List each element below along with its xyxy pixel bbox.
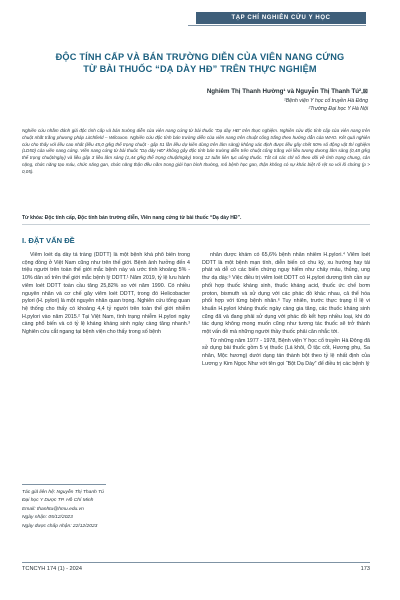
footer-rule	[22, 562, 370, 563]
page-header	[0, 0, 400, 44]
footnote-line: Tác giả liên hệ: Nguyễn Thị Thanh Tú	[22, 490, 104, 495]
footnote-line: Đại học Y Dược TP. Hồ Chí Minh	[22, 498, 94, 504]
keywords-rule	[22, 224, 370, 225]
section-heading: I. ĐẶT VẤN ĐỀ	[22, 236, 75, 245]
paragraph: Từ những năm 1977 - 1978, Bệnh viện Y học cổ truyền Hà Đông đã sử dụng bài thuốc gồm 5 vị thuốc (Lá khôi, Ô tặc cốt, Hương phụ, Sa nhân, Mộc hương) dưới dạng tán thành bột theo tỷ lệ nhất định của Lương y Kim Ngọc Như với tên gọi “Bột Dạ Dày” để điều trị các bệnh lý	[202, 337, 370, 367]
footnote-rule	[22, 484, 106, 485]
affiliation-1: ¹Bệnh viện Y học cổ truyền Hà Đông	[283, 98, 368, 104]
abstract: Nghiên cứu nhằm đánh giá độc tính cấp và bán trường diễn của viên nang cứng từ bài thuốc “Dạ dày HĐ” trên thực nghiệm. Nghiên cứu độc tính cấp của viên nang trên chuột nhắt trắng phương pháp Litchfield – Wilcoxon. Nghiên cứu độc tính bán trường diễn của viên nang trên chuột cống trắng theo hướng dẫn của WHO. Kết quả nghiên cứu cho thấy với liều cao nhất (liều 45,0 g/kg thể trọng chuột - gấp 51 lần liều dự kiến dùng trên lâm sàng) không xác định được liều gây chết 50% số động vật thí nghiệm (LD50) của viên nang cứng. Viên nang cứng từ bài thuốc “Dạ dày HĐ” không gây độc tính bán trường diễn trên chuột cống trắng với liều tương đương lâm sàng (0,48 g/kg thể trọng chuột/ngày) và liều gấp 3 liều lâm sàng (1,44 g/kg thể trọng chuột/ngày) trong 12 tuần liên tục uống thuốc. Tất cả các chỉ số theo dõi về tình trạng chung, cân nặng, chức năng tạo máu, chức năng gan, chức năng thận đều nằm trong giới hạn bình thường, mô bệnh học gan, thận không có sự khác biệt rõ rệt so với lô chứng (p > 0,05).	[22, 128, 370, 174]
article-title	[22, 52, 378, 75]
paragraph: nhân được khám có 65,6% bệnh nhân nhiễm H.pylori.⁴ Viêm loét DDTT là một bệnh mạn tính, diễn biến có chu kỳ, xu hướng hay tái phát và dễ có các biến chứng nguy hiểm như chảy máu, thủng, ung thư dạ dày.⁵ Việc điều trị viêm loét DDTT có H.pylori dương tính cần sự phối hợp thuốc kháng sinh, thuốc kháng acid, thuốc ức chế bơm proton, bismuth và sử dụng với các phác đồ khác nhau, cả thể hóa phối hợp với từng bệnh nhân.⁶ Tuy nhiên, trước thực trạng tỉ lệ vi khuẩn H.pylori kháng thuốc ngày càng gia tăng, các thuốc kháng sinh cũng đã và đang phải sử dụng với phác đồ kết hợp nhiều loại, khi đó tác dụng không mong muốn cũng như tương tác thuốc sẽ trở thành một vấn đề mà những người thầy thuốc phải cân nhắc tới.	[202, 252, 370, 336]
body-column-left	[22, 252, 190, 478]
journal-name: TẠP CHÍ NGHIÊN CỨU Y HỌC	[196, 12, 366, 24]
footnote	[22, 489, 192, 531]
keywords: Từ khóa: Độc tính cấp, Độc tính bán trường diễn, Viên nang cứng từ bài thuốc “Dạ dày HĐ”.	[22, 215, 242, 221]
affiliation-2: ²Trường Đại học Y Hà Nội	[308, 105, 368, 112]
journal-rule	[188, 25, 366, 26]
paragraph: Viêm loét dạ dày tá tràng (DDTT) là một bệnh khá phổ biến trong cộng đồng ở Việt Nam cũng như trên thế giới. Bệnh ảnh hưởng đến 4 triệu người trên toàn thế giới mắc bệnh này và ước tính khoảng 5% - 10% dân số trên thế giới mắc bệnh lý DDTT.¹ Năm 2019, tỷ lệ lưu hành viêm loét DDTT toàn cầu tăng 25,82% so với năm 1990. Có nhiều nguyên nhân và cơ chế gây viêm loét DDTT, trong đó Helicobacter pylori (H. pylori) là một nguyên nhân quan trọng. Nghiên cứu tổng quan hệ thống cho thấy có khoảng 4,4 tỷ người trên toàn thế giới nhiễm H.pylori vào năm 2015.² Tại Việt Nam, tình trạng nhiễm H.pylori ngày càng phổ biến và có tỷ lệ kháng kháng sinh ngày càng tăng nhanh.³ Nghiên cứu cắt ngang tại bệnh viện cho thấy trong số bệnh	[22, 252, 190, 336]
footnote-line: Email: thanhtu@hmu.edu.vn	[22, 506, 84, 512]
body-column-right	[202, 252, 370, 542]
authors: Nghiêm Thị Thanh Hường¹ và Nguyễn Thị Thanh Tú²,⊠	[206, 88, 368, 95]
footnote-line: Ngày nhận: 05/12/2023	[22, 515, 73, 521]
footnote-line: Ngày được chấp nhận: 22/12/2023	[22, 523, 98, 529]
page-number: 173	[360, 566, 370, 572]
title-line-2: TỪ BÀI THUỐC “DẠ DÀY HĐ” TRÊN THỰC NGHIỆM	[83, 63, 317, 74]
affiliations	[180, 98, 368, 113]
title-line-1: ĐỘC TÍNH CẤP VÀ BÁN TRƯỜNG DIỄN CỦA VIÊN NANG CỨNG	[55, 52, 345, 62]
footer-journal-issue: TCNCYH 174 (1) - 2024	[22, 566, 82, 572]
